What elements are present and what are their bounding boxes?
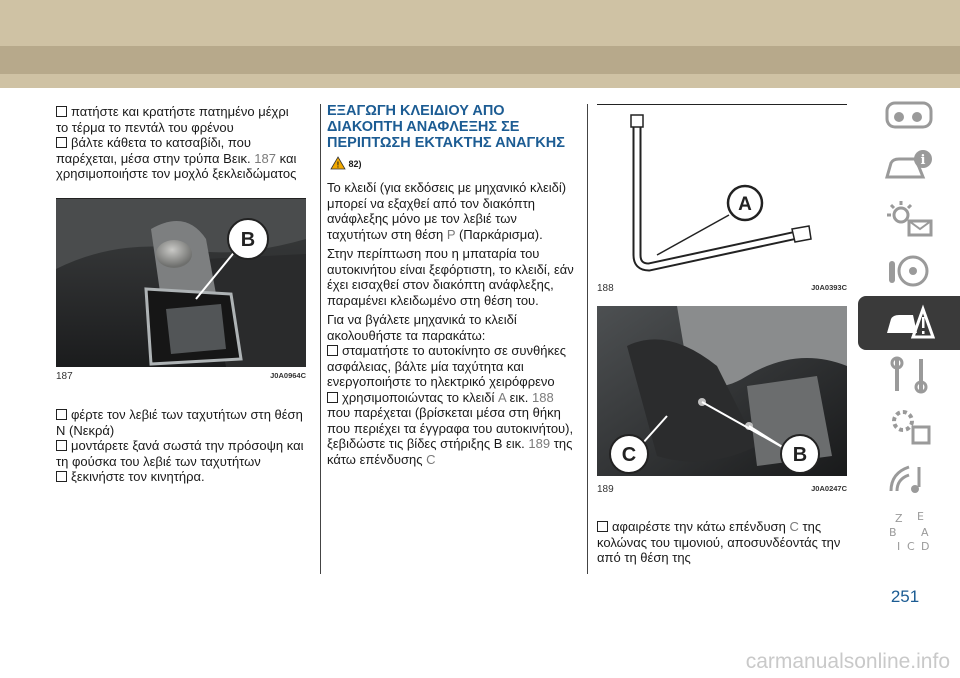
checkbox-icon — [327, 392, 338, 403]
column-divider — [320, 104, 321, 574]
checkbox-icon — [327, 345, 338, 356]
paragraph-key: Το κλειδί (για εκδόσεις με μηχανικό κλειδί) μπορεί να εξαχθεί από τον διακόπτη ανάφλεξης μόνο με τον λεβιέ των ταχυτήτων στη θέση P (Παρκάρισμα). — [327, 180, 567, 242]
figure-188 — [597, 104, 847, 295]
step-5: ξεκινήστε τον κινητήρα. — [56, 469, 304, 485]
svg-text:A: A — [921, 526, 929, 539]
step-4: μοντάρετε ξανά σωστά την πρόσοψη και τη φούσκα του λεβιέ των ταχυτήτων — [56, 438, 304, 469]
checkbox-icon — [56, 409, 67, 420]
multimedia-icon — [883, 459, 935, 499]
car-warning-icon — [883, 303, 935, 343]
column-1-continued — [56, 407, 304, 485]
svg-text:B: B — [889, 526, 897, 539]
watermark: carmanualsonline.info — [745, 650, 950, 673]
index-alphabet-icon — [883, 508, 935, 554]
header-stripe — [0, 46, 960, 74]
key-tool-drawing — [597, 105, 847, 275]
checkbox-icon — [597, 521, 608, 532]
tab-lights[interactable] — [858, 192, 960, 246]
wrench-icon — [883, 355, 935, 395]
step-3: φέρτε τον λεβιέ των ταχυτήτων στη θέση N (Νεκρά) — [56, 407, 303, 438]
svg-text:Z: Z — [895, 512, 903, 525]
callout-b: B — [792, 444, 808, 466]
checkbox-icon — [56, 106, 67, 117]
car-info-icon — [883, 147, 935, 187]
paragraph-procedure: Για να βγάλετε μηχανικά το κλειδί ακολουθήστε τα παρακάτω: — [327, 312, 517, 343]
column-3 — [597, 519, 847, 566]
checkbox-icon — [56, 471, 67, 482]
figure-caption: 187 J0A0964C — [56, 371, 306, 382]
callout-a: A — [738, 194, 752, 215]
checkbox-icon — [56, 440, 67, 451]
tab-emergency[interactable] — [858, 296, 960, 350]
svg-text:i: i — [920, 153, 926, 168]
svg-text:D: D — [921, 540, 930, 553]
step-stop: σταματήστε το αυτοκίνητο σε συνθήκες ασφάλειας, βάλτε μία ταχύτητα και ενεργοποιήστε το ηλεκτρικό χειρόφρενο — [327, 343, 567, 389]
header-band — [0, 0, 960, 88]
paragraph-battery: Στην περίπτωση που η μπαταρία του αυτοκινήτου είναι ξεφόρτιστη, το κλειδί, εάν έχει εισαχθεί στον διακόπτη ανάφλεξης, παραμένει κλειδωμένο στη θέση του. — [327, 246, 574, 308]
step-unscrew: χρησιμοποιώντας το κλειδί A εικ. 188 που παρέχεται (βρίσκεται μέσα στη θήκη που περιέχει τα έγγραφα του αυτοκινήτου), ξεβιδώστε τις βίδες στήριξης B εικ. 189 της κάτω επένδυσης C — [327, 389, 574, 467]
warning-icon — [330, 156, 346, 170]
tab-multimedia[interactable] — [858, 452, 960, 506]
warning-note: ! 82) — [330, 156, 362, 170]
callout-b: B — [240, 229, 256, 251]
step-1: πατήστε και κρατήστε πατημένο μέχρι το τέρμα το πεντάλ του φρένου — [56, 104, 289, 135]
callout-c: C — [621, 444, 637, 466]
tab-dashboard[interactable] — [858, 88, 960, 142]
figure-caption: 188 J0A0393C — [597, 283, 847, 294]
svg-text:I: I — [897, 540, 901, 553]
specs-gear-icon — [883, 407, 935, 447]
step-2: βάλτε κάθετα το κατσαβίδι, που παρέχεται, μέσα στην τρύπα Βεικ. 187 και χρησιμοποιήστε τον μοχλό ξεκλειδώματος — [56, 135, 297, 181]
svg-text:!: ! — [336, 160, 340, 170]
column-divider — [587, 104, 588, 574]
tab-specs[interactable] — [858, 400, 960, 454]
tab-index[interactable] — [858, 504, 960, 558]
gear-lever-photo — [56, 199, 306, 367]
column-1 — [56, 104, 304, 182]
figure-189 — [597, 306, 847, 496]
column-2 — [327, 180, 577, 467]
step-remove-cover: αφαιρέστε την κάτω επένδυση C της κολώνας του τιμονιού, αποσυνδέοντάς την από τη θέση της — [597, 519, 841, 565]
figure-ref[interactable]: 189 — [528, 436, 551, 451]
figure-ref[interactable]: 188 — [532, 389, 554, 405]
lights-mail-icon — [883, 199, 935, 239]
car-dashboard-icon — [883, 95, 935, 135]
steering-column-photo — [597, 306, 847, 476]
chapter-tabs — [858, 88, 960, 588]
checkbox-icon — [56, 137, 67, 148]
svg-text:E: E — [917, 510, 924, 523]
figure-caption: 189 J0A0247C — [597, 484, 847, 495]
section-heading: ΕΞΑΓΩΓΗ ΚΛΕΙΔΙΟΥ ΑΠΟ ΔΙΑΚΟΠΤΗ ΑΝΑΦΛΕΞΗΣ ΣΕ ΠΕΡΙΠΤΩΣΗ ΕΚΤΑΚΤΗΣ ΑΝΑΓΚΗΣ — [327, 103, 565, 151]
figure-187 — [56, 198, 306, 387]
tab-maintenance[interactable] — [858, 348, 960, 402]
figure-ref[interactable]: 187 — [254, 150, 276, 166]
page-number: 251 — [890, 587, 920, 606]
tab-safety[interactable] — [858, 244, 960, 298]
svg-text:C: C — [907, 540, 915, 553]
tab-car-info[interactable] — [858, 140, 960, 194]
safety-steering-icon — [883, 251, 935, 291]
